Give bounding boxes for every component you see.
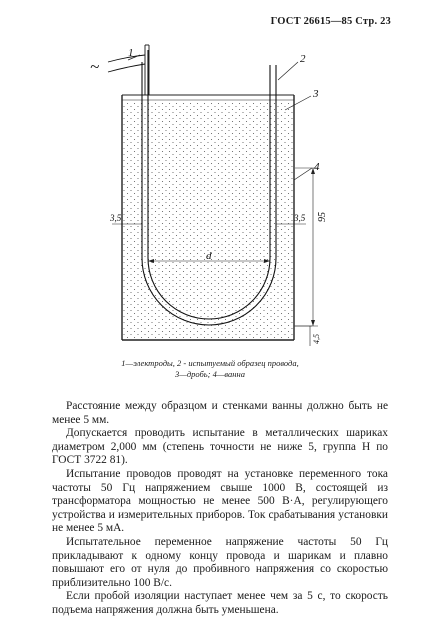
label-d: d [206,250,212,262]
label-dim-3-5-right: 3,5 [294,213,306,223]
paragraph: Допускается проводить испытание в металлических шариках диаметром 2,000 мм (степень точности не ниже 5, группа Н по ГОСТ 3722 81). [52,427,388,467]
paragraph: Расстояние между образцом и стенками ванны должно быть не менее 5 мм. [52,400,388,426]
label-tilde: ~ [90,57,100,76]
label-3: 3 [313,88,319,100]
label-2: 2 [300,53,306,65]
figure-caption [60,358,360,380]
label-dim-4-5: 4,5 [312,334,321,344]
page-header: ГОСТ 26615—85 Стр. 23 [270,16,391,27]
paragraph: Испытательное переменное напряжение частоты 50 Гц прикладывают к одному концу провода и шарикам и плавно повышают его от нуля до пробивного напряжения со скоростью приблизительно 100 В/с. [52,535,388,589]
label-dim-95: 95 [317,212,328,222]
paragraph: Испытание проводов проводят на установке переменного тока частоты 50 Гц напряжением свыше 1000 В, состоящей из трансформатора мощностью не менее 500 В·А, регулирующего устройства и измерительных приборов. Ток срабатывания установки не менее 5 мА. [52,467,388,535]
label-1: 1 [128,47,134,59]
label-4: 4 [314,161,320,173]
caption-line-1: 1—электроды, 2 - испытуемый образец провода, [121,358,299,368]
caption-line-2: 3—дробь; 4—ванна [175,369,245,379]
label-dim-3-5-left: 3,5 [110,213,122,223]
paragraph: Если пробой изоляции наступает менее чем за 5 с, то скорость подъема напряжения должна быть уменьшена. [52,590,388,616]
body-text [52,400,388,618]
